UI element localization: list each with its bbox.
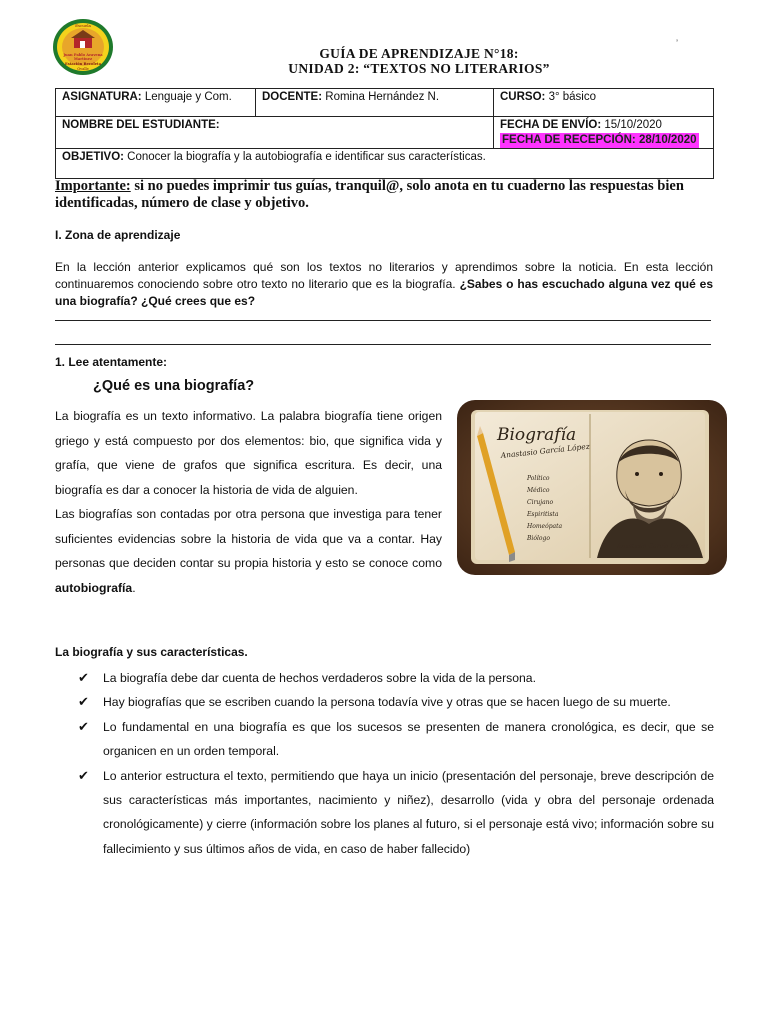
intro-text: En la lección anterior explicamos qué son los textos no literarios y aprendimos sobre la noticia. En esta lección continuaremos conociendo sobre otro texto no literario que es la biografía. [55, 260, 713, 291]
checkmark-icon: ✔ [78, 694, 89, 710]
list-item-text: Lo fundamental en una biografía es que los sucesos se presenten de manera cronológica, es decir, que se organicen en un orden temporal. [103, 719, 714, 759]
illustration-line-6: Biólogo [527, 535, 550, 542]
bio-paragraph-2-end: . [132, 580, 136, 595]
info-table [55, 88, 714, 179]
checkmark-icon: ✔ [78, 718, 89, 734]
list-item [78, 690, 714, 714]
dates-cell [494, 117, 714, 149]
checkmark-icon: ✔ [78, 767, 89, 783]
autobiography-term: autobiografía [55, 580, 133, 595]
illustration-signature: Anastasio García López [617, 543, 689, 550]
reception-date-highlight: FECHA DE RECEPCIÓN: 28/10/2020 [502, 134, 697, 146]
illustration-line-2: Médico [527, 487, 550, 494]
illustration-line-5: Homeópata [527, 523, 563, 530]
course-label: CURSO: [500, 91, 546, 103]
important-text: si no puedes imprimir tus guías, tranquil@, solo anota en tu cuaderno las respuestas bien identificadas, número de clase y objetivo. [55, 178, 684, 211]
svg-text:Martínez: Martínez [73, 57, 93, 61]
illustration-name: Anastasio García López [500, 441, 591, 460]
course-cell [494, 89, 714, 117]
intro-question: ¿Sabes o has escuchado alguna vez qué es una biografía? ¿Qué crees que es? [55, 277, 714, 308]
sent-date-label: FECHA DE ENVÍO: [500, 119, 602, 131]
illustration-title: Biografía [497, 425, 577, 445]
illustration-line-4: Espiritista [527, 511, 559, 518]
corner-mark: ’ [676, 38, 678, 48]
svg-text:Juan Pablo Aravena: Juan Pablo Aravena [63, 53, 103, 57]
intro-paragraph [55, 259, 713, 310]
important-note [55, 178, 715, 212]
svg-text:Estación Recoleta: Estación Recoleta [64, 62, 102, 66]
teacher-cell [256, 89, 494, 117]
svg-text:Escuela: Escuela [75, 23, 91, 28]
sent-date-value: 15/10/2020 [601, 119, 662, 131]
checkmark-icon: ✔ [78, 670, 89, 685]
unit-title: UNIDAD 2: “TEXTOS NO LITERARIOS” [288, 61, 550, 76]
teacher-value: Romina Hernández N. [322, 91, 440, 103]
list-item-text: La biografía debe dar cuenta de hechos verdaderos sobre la vida de la persona. [103, 671, 536, 685]
list-item [78, 666, 714, 690]
characteristics-list [78, 666, 714, 861]
student-name-label: NOMBRE DEL ESTUDIANTE: [62, 119, 220, 131]
answer-line-2[interactable] [55, 344, 711, 345]
characteristics-title: La biografía y sus características. [55, 645, 248, 659]
list-item-text: Hay biografías que se escriben cuando la persona todavía vive y otras que se hacen luego de su muerte. [103, 695, 671, 710]
bio-subtitle: ¿Qué es una biografía? [93, 378, 255, 394]
step-instruction: 1. Lee atentamente: [55, 355, 168, 369]
list-item [78, 715, 714, 764]
list-item [78, 764, 714, 862]
student-name-cell[interactable] [56, 117, 494, 149]
teacher-label: DOCENTE: [262, 91, 323, 103]
guide-title: GUÍA DE APRENDIZAJE N°18: [319, 46, 519, 61]
objective-label: OBJETIVO: [62, 151, 124, 163]
important-label: Importante: [55, 178, 131, 194]
bio-paragraph-2-text: Las biografías son contadas por otra persona que investiga para tener suficientes evidencias sobre la historia de vida que va a contar. Hay personas que deciden contar su propia historia y esto se conoce como [55, 507, 442, 570]
svg-text:Ovalle: Ovalle [77, 67, 89, 71]
bio-paragraph-1: La biografía es un texto informativo. La palabra biografía tiene origen griego y está compuesto por dos elementos: bio, que significa vida y grafía, que viene de grafos que significa escritura. Es decir, una biografía es dar a conocer la historia de vida de alguien. [55, 409, 442, 497]
subject-value: Lenguaje y Com. [141, 91, 232, 103]
objective-value: Conocer la biografía y la autobiografía e identificar sus características. [123, 151, 486, 163]
bio-paragraph-2 [55, 502, 442, 600]
course-value: 3° básico [545, 91, 597, 103]
illustration-line-3: Cirujano [527, 499, 554, 506]
bio-paragraphs [55, 404, 442, 600]
objective-cell [56, 149, 714, 179]
answer-line-1[interactable] [55, 320, 711, 321]
biography-illustration [457, 400, 727, 575]
section-title: I. Zona de aprendizaje [55, 228, 181, 242]
subject-cell [56, 89, 256, 117]
subject-label: ASIGNATURA: [62, 91, 142, 103]
list-item-text: Lo anterior estructura el texto, permitiendo que haya un inicio (presentación del personaje, breve descripción de sus características más importantes, nacimiento y niñez), desarrollo (vida y obra del personaje ordenada cronológicamente) y cierre (información sobre los planes al futuro, si el personaje está vivo; información sobre su fallecimiento y sus últimos años de vida, en caso de haber fallecido) [103, 768, 714, 856]
illustration-line-1: Político [527, 475, 550, 482]
